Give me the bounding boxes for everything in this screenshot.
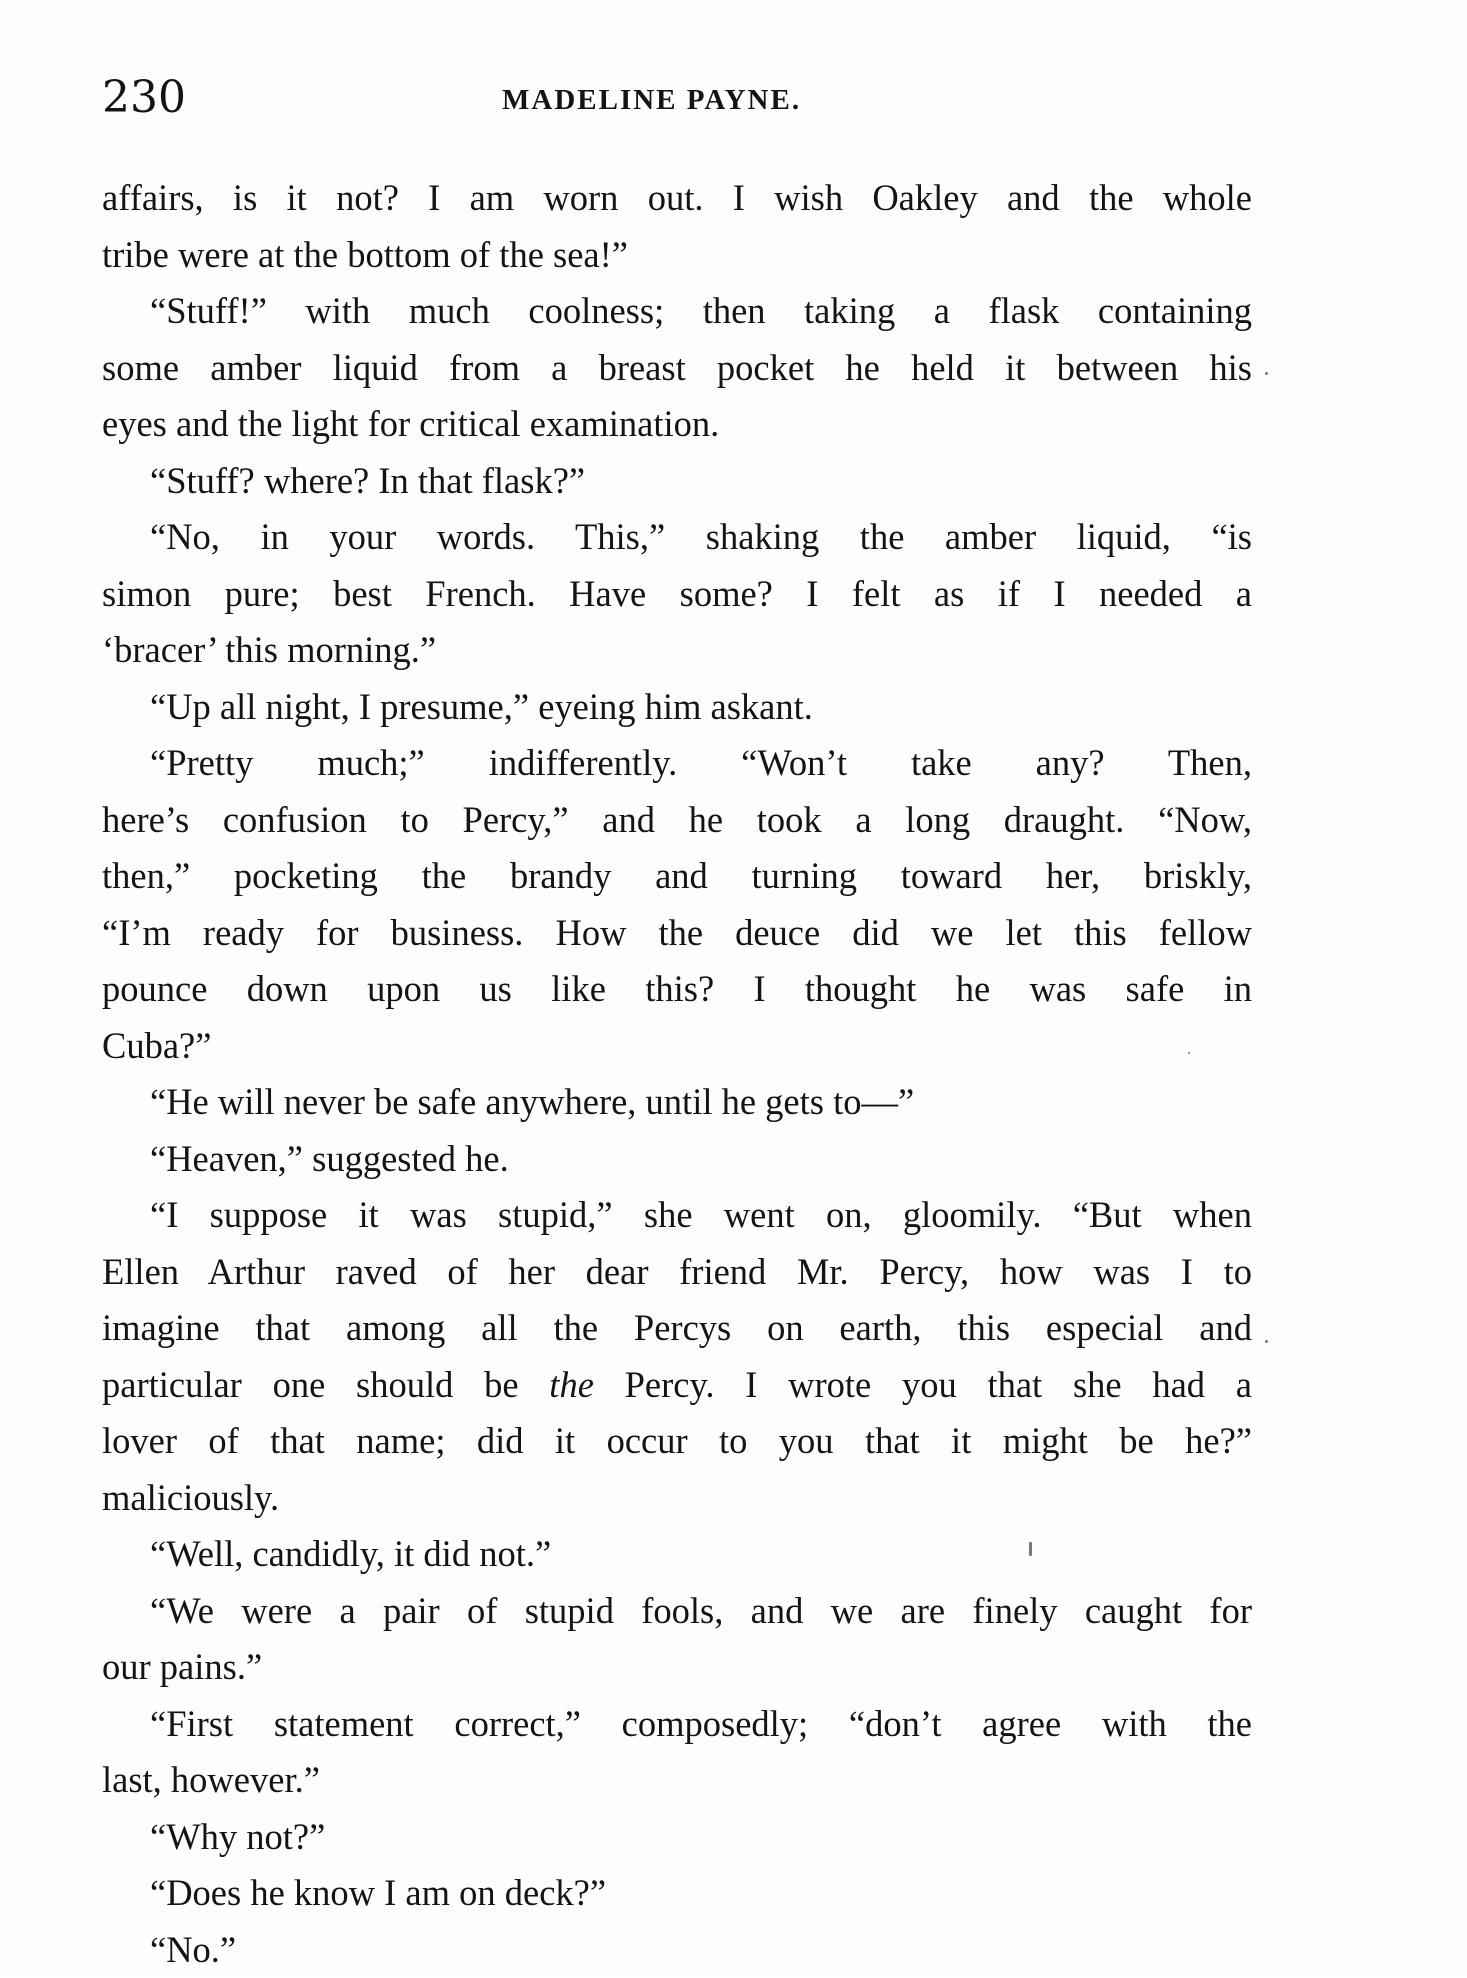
text-line: pounce down upon us like this? I thought he was safe in [102, 961, 1252, 1018]
page-number: 230 [102, 70, 186, 126]
text-line: “Stuff? where? In that flask?” [102, 453, 1252, 510]
text-fragment: particular one should be [102, 1364, 549, 1405]
text-line: “Up all night, I presume,” eyeing him askant. [102, 679, 1252, 736]
print-speck [1029, 1542, 1032, 1556]
text-line: affairs, is it not? I am worn out. I wish Oakley and the whole [102, 170, 1252, 227]
text-line: “We were a pair of stupid fools, and we are finely caught for [102, 1583, 1252, 1640]
text-line: “Does he know I am on deck?” [102, 1865, 1252, 1922]
text-line: “Why not?” [102, 1809, 1252, 1866]
text-line: eyes and the light for critical examination. [102, 396, 1252, 453]
text-fragment: Percy. I wrote you that she had a [594, 1364, 1252, 1405]
text-line: “Stuff!” with much coolness; then taking a flask containing [102, 283, 1252, 340]
text-line: Ellen Arthur raved of her dear friend Mr. Percy, how was I to [102, 1244, 1252, 1301]
text-line-with-italic [102, 1357, 1252, 1414]
print-speck [1188, 1052, 1190, 1054]
text-line: “Heaven,” suggested he. [102, 1131, 1252, 1188]
text-line: lover of that name; did it occur to you that it might be he?” [102, 1413, 1252, 1470]
text-line: “He will never be safe anywhere, until he gets to—” [102, 1074, 1252, 1131]
text-line: tribe were at the bottom of the sea!” [102, 227, 1252, 284]
text-line: our pains.” [102, 1639, 1252, 1696]
body-text [102, 170, 1252, 1978]
text-line: “No, in your words. This,” shaking the amber liquid, “is [102, 509, 1252, 566]
text-line: “No.” [102, 1922, 1252, 1978]
text-line: then,” pocketing the brandy and turning toward her, briskly, [102, 848, 1252, 905]
text-line: “I’m ready for business. How the deuce did we let this fellow [102, 905, 1252, 962]
running-title: MADELINE PAYNE. [502, 80, 801, 120]
text-line: “Well, candidly, it did not.” [102, 1526, 1252, 1583]
text-line: “Pretty much;” indifferently. “Won’t take any? Then, [102, 735, 1252, 792]
text-line: ‘bracer’ this morning.” [102, 622, 1252, 679]
text-line: Cuba?” [102, 1018, 1252, 1075]
text-line: maliciously. [102, 1470, 1252, 1527]
text-line: imagine that among all the Percys on earth, this especial and [102, 1300, 1252, 1357]
text-line: last, however.” [102, 1752, 1252, 1809]
page-header [102, 70, 1252, 130]
italic-word: the [549, 1364, 594, 1405]
print-speck [1265, 372, 1268, 375]
text-line: here’s confusion to Percy,” and he took a long draught. “Now, [102, 792, 1252, 849]
text-line: “First statement correct,” composedly; “don’t agree with the [102, 1696, 1252, 1753]
text-line: “I suppose it was stupid,” she went on, gloomily. “But when [102, 1187, 1252, 1244]
print-speck [1265, 1340, 1268, 1343]
text-line: some amber liquid from a breast pocket he held it between his [102, 340, 1252, 397]
text-line: simon pure; best French. Have some? I felt as if I needed a [102, 566, 1252, 623]
